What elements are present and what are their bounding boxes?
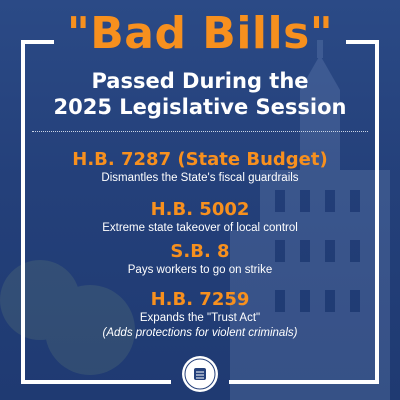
party-seal-icon [175,353,225,395]
bill-description: Pays workers to go on strike [127,264,273,276]
bill-item [0,199,400,236]
bill-item [0,289,400,341]
subtitle-line-2: 2025 Legislative Session [53,95,347,119]
bill-description: Extreme state takeover of local control [102,222,298,234]
subtitle [0,68,400,120]
bill-description: Dismantles the State's fiscal guardrails [101,172,299,184]
bill-note: (Adds protections for violent criminals) [102,327,298,339]
bill-name: H.B. 7259 [150,289,250,310]
dotted-divider [32,131,368,132]
bill-name: H.B. 7287 (State Budget) [72,149,328,170]
bill-name: H.B. 5002 [150,199,250,220]
subtitle-line-1: Passed During the [91,69,309,93]
frame-bottom-left [21,380,171,384]
page-title: "Bad Bills" [66,8,334,59]
bill-item [0,241,400,278]
bill-item [0,149,400,186]
bill-name: S.B. 8 [170,241,230,262]
bill-description: Expands the "Trust Act" [139,312,261,324]
frame-bottom-right [229,380,379,384]
